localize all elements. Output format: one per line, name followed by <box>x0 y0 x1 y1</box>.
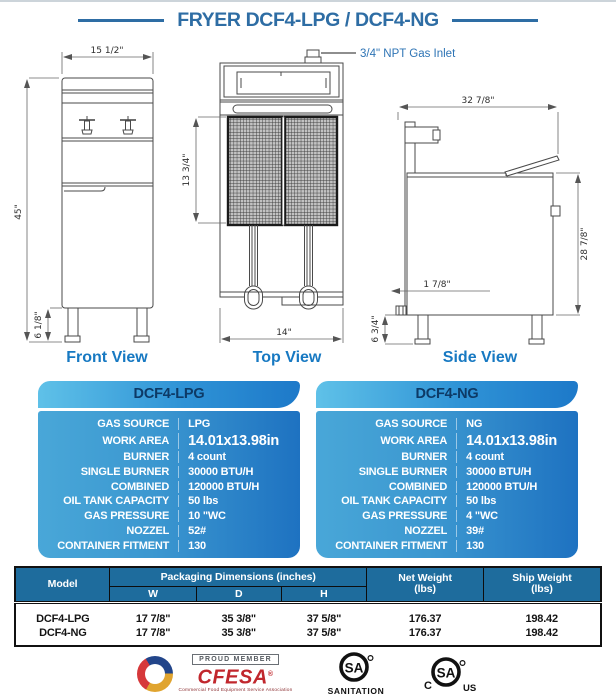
dim-side-offset: 1 7/8" <box>423 280 451 290</box>
spec-label: WORK AREA <box>380 434 448 447</box>
spec-row <box>316 432 578 450</box>
title-row <box>0 9 616 32</box>
spec-row <box>38 432 300 450</box>
cfesa-tagline: Commercial Food Equipment Service Association <box>178 687 293 693</box>
spec-value: 52# <box>178 525 300 537</box>
spec-label: GAS PRESSURE <box>362 510 448 523</box>
svg-text:C: C <box>423 679 432 692</box>
packaging-table <box>14 566 602 647</box>
cfesa-ring-icon <box>137 656 173 692</box>
spec-label: COMBINED <box>110 480 170 493</box>
spec-value: LPG <box>178 418 300 430</box>
cell-w: 17 7/8" <box>135 612 171 625</box>
cfesa-name: CFESA® <box>197 666 274 689</box>
dim-side-height: 28 7/8" <box>580 227 590 261</box>
col-header-model: Model <box>15 567 110 602</box>
footer-certifications <box>0 651 616 696</box>
spec-value: 4 count <box>178 451 300 463</box>
spec-value: 120000 BTU/H <box>456 481 578 493</box>
spec-card-ng-body <box>316 411 578 558</box>
spec-row <box>38 417 300 432</box>
sanitation-label-svg <box>321 685 391 696</box>
dim-side-depth: 32 7/8" <box>461 96 495 106</box>
spec-label: BURNER <box>401 451 448 464</box>
cell-model: DCF4-NG <box>39 626 87 639</box>
spec-value: 39# <box>456 525 578 537</box>
title-rule-left <box>78 19 164 22</box>
side-view-drawing <box>396 122 560 344</box>
spec-row <box>38 509 300 524</box>
spec-card-lpg-body <box>38 411 300 558</box>
cell-h: 37 5/8" <box>306 612 342 625</box>
cell-net: 176.37 <box>408 626 442 639</box>
spec-value: 30000 BTU/H <box>456 466 578 478</box>
spec-row <box>38 494 300 509</box>
spec-value: 4 "WC <box>456 510 578 522</box>
spec-row <box>316 538 578 553</box>
spec-label: SINGLE BURNER <box>358 465 448 478</box>
cell-w: 17 7/8" <box>135 626 171 639</box>
spec-label: GAS PRESSURE <box>84 510 170 523</box>
spec-value: 4 count <box>456 451 578 463</box>
spec-row <box>316 524 578 539</box>
spec-label: COMBINED <box>388 480 448 493</box>
top-view-label: Top View <box>252 349 322 366</box>
spec-value: 30000 BTU/H <box>178 466 300 478</box>
spec-value: 10 "WC <box>178 510 300 522</box>
front-view-drawing <box>62 78 153 342</box>
spec-card-ng <box>316 381 578 558</box>
spec-label: GAS SOURCE <box>97 418 170 431</box>
page-title: FRYER DCF4-LPG / DCF4-NG <box>177 9 439 31</box>
col-header-net-weight: Net Weight (lbs) <box>367 567 484 602</box>
svg-text:SA: SA <box>436 665 455 680</box>
spec-cards <box>38 381 578 558</box>
spec-value: 130 <box>178 540 300 552</box>
csa-us-logo <box>419 653 479 695</box>
col-header-packaging: Packaging Dimensions (inches) <box>110 567 367 586</box>
cell-ship: 198.42 <box>525 626 558 639</box>
csa-us-icon <box>419 653 479 695</box>
col-header-d: D <box>196 586 281 602</box>
spec-row <box>38 479 300 494</box>
spec-row <box>38 538 300 553</box>
col-header-h: H <box>281 586 367 602</box>
spec-value: 120000 BTU/H <box>178 481 300 493</box>
cell-h: 37 5/8" <box>306 626 342 639</box>
spec-label: NOZZEL <box>404 524 448 537</box>
spec-label: OIL TANK CAPACITY <box>341 495 448 508</box>
spec-value: NG <box>456 418 578 430</box>
svg-text:US: US <box>462 682 476 694</box>
csa-icon <box>333 651 379 685</box>
dim-front-leg: 6 1/8" <box>34 311 44 339</box>
spec-label: NOZZEL <box>126 524 170 537</box>
cell-net: 176.37 <box>408 612 442 625</box>
spec-card-ng-title: DCF4-NG <box>316 381 578 408</box>
spec-label: CONTAINER FITMENT <box>335 539 448 552</box>
spec-card-lpg <box>38 381 300 558</box>
spec-row <box>316 494 578 509</box>
dim-front-height: 45" <box>14 204 24 220</box>
spec-value: 50 lbs <box>456 495 578 507</box>
spec-label: GAS SOURCE <box>375 418 448 431</box>
spec-label: OIL TANK CAPACITY <box>63 495 170 508</box>
dim-top-width: 14" <box>276 328 292 338</box>
spec-label: BURNER <box>123 451 170 464</box>
spec-label: CONTAINER FITMENT <box>57 539 170 552</box>
spec-value: 50 lbs <box>178 495 300 507</box>
spec-row <box>316 509 578 524</box>
cell-d: 35 3/8" <box>221 612 256 625</box>
dim-top-basket: 13 3/4" <box>182 153 192 187</box>
spec-label: WORK AREA <box>102 434 170 447</box>
spec-row <box>38 465 300 480</box>
spec-row <box>38 524 300 539</box>
spec-card-lpg-title: DCF4-LPG <box>38 381 300 408</box>
spec-row <box>38 450 300 465</box>
spec-value: 14.01x13.98in <box>456 433 578 449</box>
spec-row <box>316 479 578 494</box>
top-view-drawing <box>220 50 356 309</box>
dim-side-leg: 6 3/4" <box>371 315 381 343</box>
csa-sanitation-logo <box>321 651 391 696</box>
spec-row <box>316 465 578 480</box>
spec-label: SINGLE BURNER <box>80 465 170 478</box>
technical-drawings <box>0 36 616 368</box>
cell-model: DCF4-LPG <box>36 612 90 625</box>
spec-row <box>316 417 578 432</box>
cell-d: 35 3/8" <box>221 626 256 639</box>
cfesa-logo <box>137 654 292 693</box>
side-view-label: Side View <box>442 349 518 366</box>
page-top-rule <box>0 0 616 2</box>
col-header-ship-weight: Ship Weight (lbs) <box>483 567 601 602</box>
cfesa-proud-member-label: PROUD MEMBER <box>192 654 279 665</box>
table-row <box>15 625 601 646</box>
front-view-label: Front View <box>66 349 148 366</box>
dim-front-width: 15 1/2" <box>90 46 124 56</box>
spec-value: 130 <box>456 540 578 552</box>
gas-inlet-callout: 3/4" NPT Gas Inlet <box>360 48 456 60</box>
spec-value: 14.01x13.98in <box>178 433 300 449</box>
title-rule-right <box>452 19 538 22</box>
col-header-w: W <box>110 586 197 602</box>
cell-ship: 198.42 <box>525 612 558 625</box>
svg-text:SANITATION: SANITATION <box>327 686 384 696</box>
table-row <box>15 602 601 625</box>
svg-text:SA: SA <box>344 660 363 676</box>
spec-row <box>316 450 578 465</box>
